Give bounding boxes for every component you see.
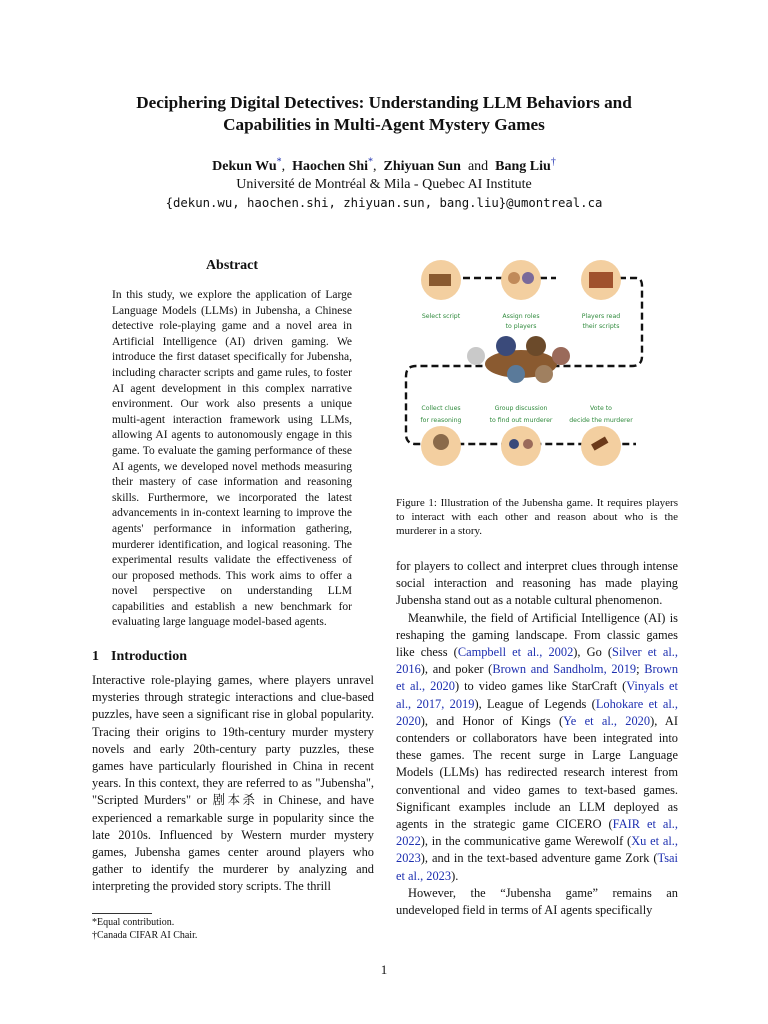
cite-fair[interactable]: FAIR et al., 2022 <box>396 817 678 849</box>
author-list: Dekun Wu*, Haochen Shi*, Zhiyuan Sun and Bang Liu† <box>212 156 556 174</box>
label-decide-murderer: decide the murderer <box>569 417 633 424</box>
footnote-cifar: †Canada CIFAR AI Chair. <box>92 930 198 941</box>
page-number: 1 <box>380 962 388 977</box>
author-2: Haochen Shi <box>292 159 368 174</box>
intro-left-column <box>92 672 374 896</box>
figure-caption: Figure 1: Illustration of the Jubensha game. It requires players to interact with each other and reason about who is the murderer in a story. <box>396 497 678 537</box>
author-3: Zhiyuan Sun <box>383 159 461 174</box>
right-paragraph-3: However, the “Jubensha game” remains an undeveloped field in terms of AI agents specifically <box>396 885 678 918</box>
cite-xu[interactable]: Xu et al., 2023 <box>396 834 678 866</box>
title-line-2: Capabilities in Multi-Agent Mystery Games <box>223 115 545 134</box>
label-their-scripts: their scripts <box>582 323 620 330</box>
label-group-discussion: Group discussion <box>494 405 548 412</box>
cite-tsai[interactable]: Tsai et al., 2023 <box>396 851 678 883</box>
footnotes <box>92 916 374 942</box>
author-1-mark: * <box>276 156 282 168</box>
label-assign-roles: Assign roles <box>502 313 540 320</box>
label-find-murderer: to find out murderer <box>489 417 553 424</box>
right-paragraph-2: Meanwhile, the field of Artificial Intelligence (AI) is reshaping the gaming landscape. From classic games like chess (Campbell et al., 2002), Go (Silver et al., 2016), and poker (Brown and Sandholm, 2019; Brown et al., 2020) to video games like StarCraft (Vinyals et al., 2017, 2019), League of Legends (Lohokare et al., 2020), and Honor of Kings (Ye et al., 2020), AI contenders or collaborators have been integrated into these games. The recent surge in Large Language Models (LLMs) has redirected research interest from conventional and video games to text-based games. Significant examples include an LLM deployed as agents in the strategic game CICERO (FAIR et al., 2022), in the communicative game Werewolf (Xu et al., 2023), and in the text-based adventure game Zork (Tsai et al., 2023). <box>396 610 679 883</box>
section-title: Introduction <box>111 649 187 664</box>
abstract-body <box>112 288 352 631</box>
label-to-players: to players <box>505 323 537 330</box>
abstract-text: In this study, we explore the application of Large Language Models (LLMs) in Jubensha, a Chinese detective role-playing game and a novel area in Artificial Intelligence (AI) driven gaming. We introduce the first dataset specifically for Jubensha, including character scripts and game rules, to foster AI agent development in this complex narrative environment. Our work also presents a unique multi-agent interaction framework using LLMs, allowing AI agents to autonomously engage in this game. To evaluate the gaming performance of these AI agents, we developed novel methods measuring their mastery of case information and reasoning skills. Furthermore, we incorporated the latest advancements in in-context learning to improve the agents' performance in information gathering, murderer identification, and logical reasoning. The experimental results validate the effectiveness of our proposed methods. This work aims to offer a novel perspective on understanding LLM capabilities and establish a new benchmark for evaluating large language model-based agents. <box>112 289 352 629</box>
cite-brown[interactable]: Brown et al., 2020 <box>396 662 679 694</box>
figure-1 <box>396 256 678 478</box>
assign-roles-circle <box>501 260 541 300</box>
players-group-icon <box>467 336 570 383</box>
section-number: 1 <box>92 649 99 664</box>
author-2-mark: * <box>368 156 373 168</box>
intro-paragraph-1: Interactive role-playing games, where players unravel mysteries through strategic interactions and clue-based puzzles, have seen a significant rise in global popularity. Tracing their origins to 19th-century murder mystery novels and early 20th-century party puzzles, these games have particularly flourished in China in recent years. In this context, they are referred to as "Jubensha", "Scripted Murders" or 剧本杀 in Chinese, and have experienced a remarkable surge in popularity since the late 2010s. Influenced by Western murder mystery games, Jubensha games center around players who gather to identify the murderer by analyzing and interpreting the provided story scripts. The thrill <box>92 673 374 894</box>
affiliation: Université de Montréal & Mila - Quebec AI Institute <box>236 177 532 192</box>
discussion-circle <box>501 426 541 466</box>
footnote-rule <box>92 913 152 914</box>
cite-silver[interactable]: Silver et al., 2016 <box>396 645 678 677</box>
cite-campbell[interactable]: Campbell et al., 2002 <box>457 645 574 660</box>
author-4: Bang Liu <box>495 159 551 174</box>
cite-ye[interactable]: Ye et al., 2020 <box>563 713 651 728</box>
author-emails: {dekun.wu, haochen.shi, zhiyuan.sun, bang.liu}@umontreal.ca <box>165 196 603 210</box>
label-select-script: Select script <box>421 313 461 320</box>
title-line-1: Deciphering Digital Detectives: Understanding LLM Behaviors and <box>136 93 632 112</box>
cite-vinyals[interactable]: Vinyals et al., 2017, 2019 <box>396 679 678 711</box>
paper-title <box>60 92 708 136</box>
footnote-equal: *Equal contribution. <box>92 917 175 928</box>
jubensha-diagram <box>396 256 678 478</box>
right-paragraph-1: for players to collect and interpret clues through intense social interaction and reasoning has made playing Jubensha stand out as a notable cultural phenomenon. <box>396 559 678 608</box>
cite-brown-sandholm[interactable]: Brown and Sandholm, 2019 <box>492 662 637 677</box>
cite-lohokare[interactable]: Lohokare et al., 2020 <box>396 696 678 728</box>
label-vote-to: Vote to <box>590 405 612 412</box>
author-1: Dekun Wu <box>212 159 277 174</box>
label-collect-clues: Collect clues <box>421 405 461 412</box>
intro-right-column <box>396 558 678 919</box>
label-players-read: Players read <box>581 313 621 320</box>
section-heading <box>92 649 199 665</box>
author-4-mark: † <box>550 156 556 168</box>
abstract-heading: Abstract <box>205 258 259 273</box>
label-for-reasoning: for reasoning <box>420 417 462 424</box>
author-and: and <box>467 159 489 174</box>
